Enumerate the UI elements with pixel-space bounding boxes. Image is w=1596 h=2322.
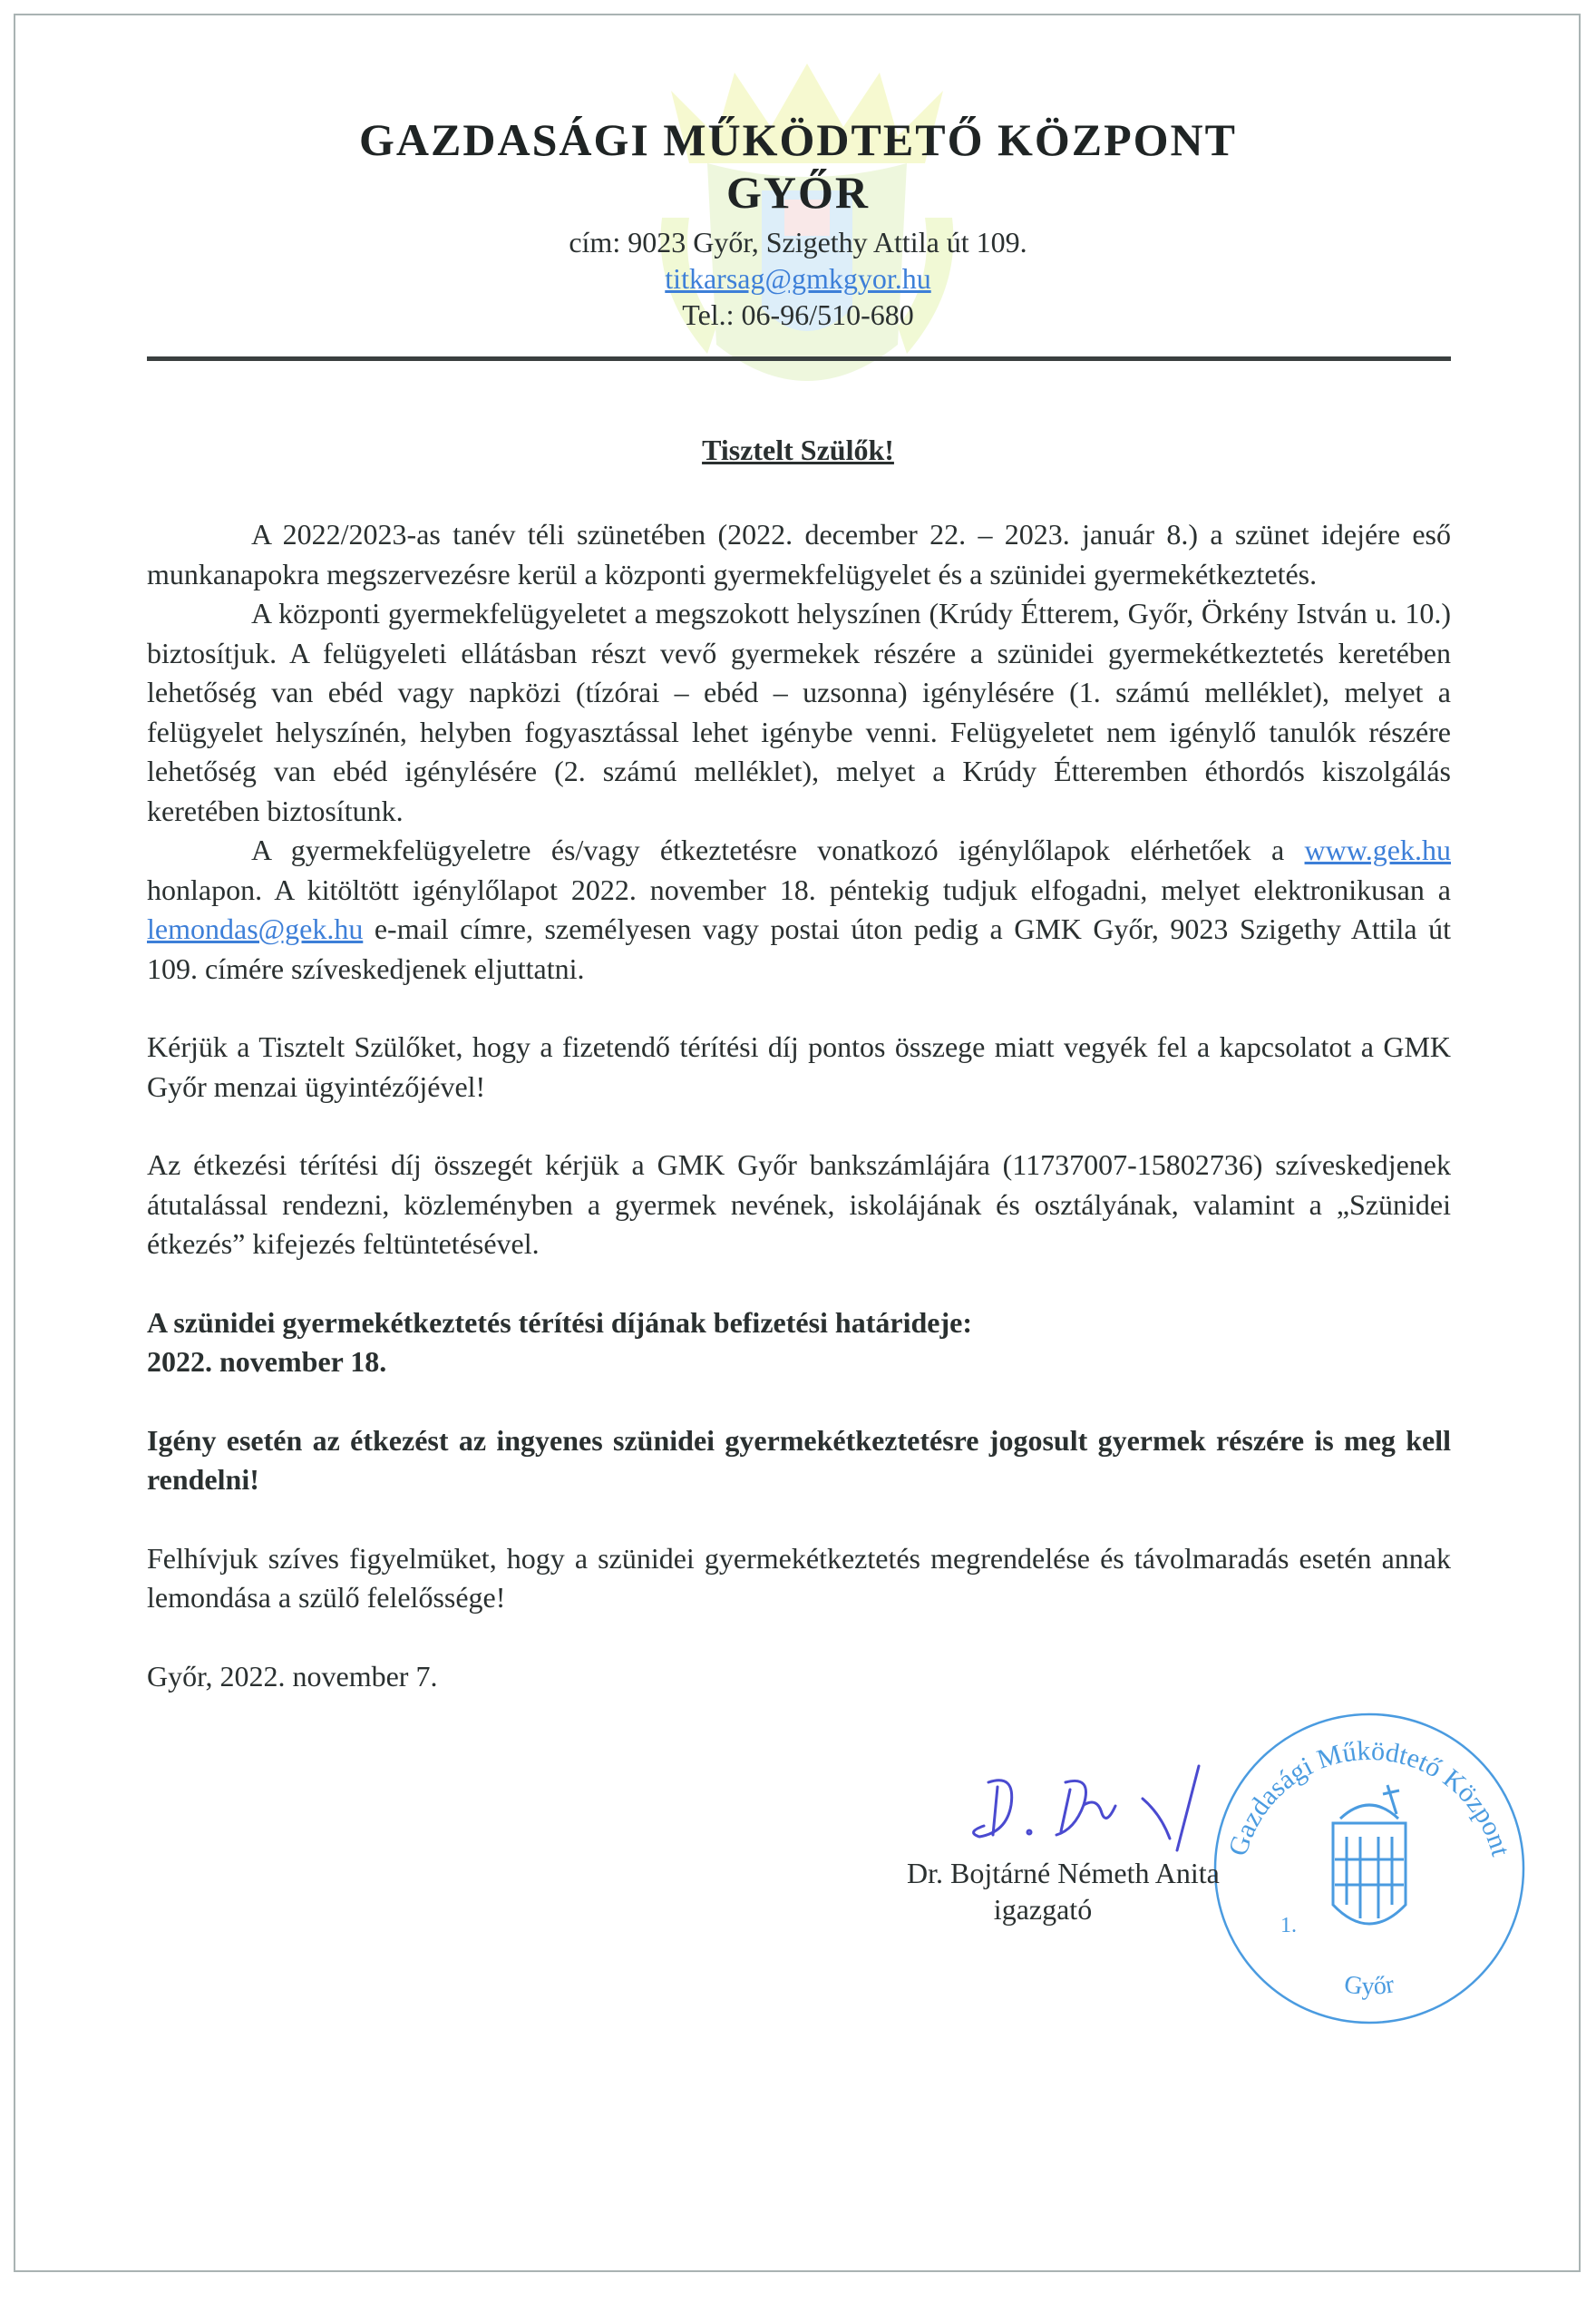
signatory-name: Dr. Bojtárné Németh Anita <box>907 1857 1220 1889</box>
letter-body <box>147 515 1451 1696</box>
paragraph-contact-request: Kérjük a Tisztelt Szülőket, hogy a fizetendő térítési díj pontos összege miatt vegyék fel a kapcsolatot a GMK Győr menzai ügyintézőjével! <box>147 1030 1451 1103</box>
header-divider <box>147 356 1451 361</box>
signature-block <box>907 1855 1220 1927</box>
paragraph-supervision: A központi gyermekfelügyeletet a megszokott helyszínen (Krúdy Étterem, Győr, Örkény István u. 10.) biztosítjuk. A felügyeleti ellátásban részt vevő gyermekek részére a szünidei gyermekétkeztetés keretében lehetőség van ebéd vagy napközi (tízórai – ebéd – uzsonna) igénylésére (1. számú melléklet), melyet a felügyelet helyszínén, helyben fogyasztással lehet igénybe venni. Felügyeletet nem igénylő tanulók részére lehetőség van ebéd igénylésére (2. számú melléklet), melyet a Krúdy Étteremben éthordós kiszolgálás keretében biztosítunk. <box>147 597 1451 827</box>
organization-city: GYŐR <box>726 167 870 218</box>
deadline-date: 2022. november 18. <box>147 1345 387 1378</box>
paragraph-application-text-2: honlapon. A kitöltött igénylőlapot 2022. november 18. péntekig tudjuk elfogadni, melyet elektronikusan a <box>147 873 1451 906</box>
paragraph-application <box>147 831 1451 989</box>
paragraph-intro: A 2022/2023-as tanév téli szünetében (2022. december 22. – 2023. január 8.) a szünet idejére eső munkanapokra megszervezésre kerül a központi gyermekfelügyelet és a szünidei gyermekétkeztetés. <box>147 518 1451 590</box>
handwritten-signature-icon <box>961 1755 1233 1855</box>
letterhead <box>0 113 1596 333</box>
organization-name: GAZDASÁGI MŰKÖDTETŐ KÖZPONT <box>359 114 1237 165</box>
free-meal-notice: Igény esetén az étkezést az ingyenes szünidei gyermekétkeztetésre jogosult gyermek részére is meg kell rendelni! <box>147 1423 1451 1496</box>
website-link[interactable]: www.gek.hu <box>1304 834 1451 866</box>
organization-phone: Tel.: 06-96/510-680 <box>682 298 914 331</box>
paragraph-application-text-1: A gyermekfelügyeletre és/vagy étkeztetésre vonatkozó igénylőlapok elérhetőek a <box>251 834 1305 866</box>
paragraph-application-text-3: e-mail címre, személyesen vagy postai úton pedig a GMK Győr, 9023 Szigethy Attila út 109. címére szíveskedjenek eljuttatni. <box>147 912 1451 985</box>
hungarian-coat-of-arms-icon <box>1333 1785 1406 1924</box>
salutation: Tisztelt Szülők! <box>702 434 894 466</box>
deadline-label: A szünidei gyermekétkeztetés térítési díjának befizetési határideje: <box>147 1305 972 1339</box>
paragraph-responsibility: Felhívjuk szíves figyelmüket, hogy a szünidei gyermekétkeztetés megrendelése és távolmaradás esetén annak lemondása a szülő felelőssége! <box>147 1541 1451 1614</box>
stamp-number: 1. <box>1280 1914 1297 1937</box>
stamp-text-bottom: Győr <box>1342 1970 1396 2001</box>
stamp-text-top: Gazdasági Működtető Központ <box>1222 1735 1516 1860</box>
svg-text:Győr <box>1342 1970 1396 2001</box>
paragraph-payment: Az étkezési térítési díj összegét kérjük a GMK Győr bankszámlájára (11737007-15802736) szíveskedjenek átutalással rendezni, közleményben a gyermek nevének, iskolájának és osztályának, valamint a „Szünidei étkezés” kifejezés feltüntetésével. <box>147 1148 1451 1260</box>
signatory-title: igazgató <box>993 1893 1093 1926</box>
organization-address: cím: 9023 Győr, Szigethy Attila út 109. <box>569 226 1027 259</box>
official-stamp-icon <box>1206 1705 1533 2032</box>
date-line: Győr, 2022. november 7. <box>147 1659 438 1693</box>
cancellation-email-link[interactable]: lemondas@gek.hu <box>147 912 364 945</box>
organization-email-link[interactable]: titkarsag@gmkgyor.hu <box>665 262 931 295</box>
